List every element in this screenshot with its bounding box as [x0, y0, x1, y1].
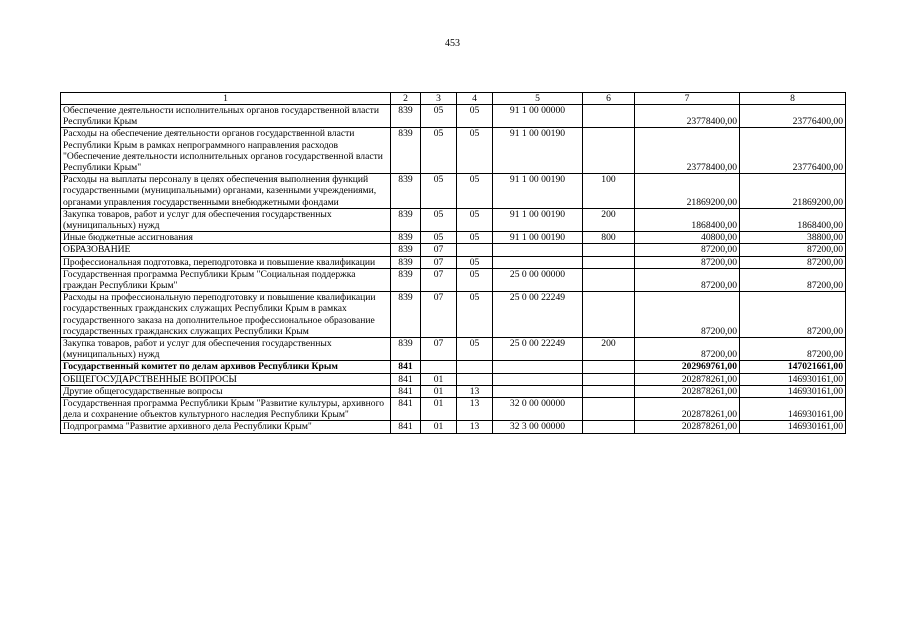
section-code-cell: 01 [421, 373, 457, 385]
table-row [61, 361, 846, 373]
amount-year1-cell: 21869200,00 [635, 174, 740, 209]
table-row [61, 385, 846, 397]
target-article-cell: 25 0 00 22249 [493, 292, 583, 338]
expense-type-cell: 800 [583, 232, 635, 244]
expense-type-cell [583, 244, 635, 256]
amount-year1-cell: 202878261,00 [635, 385, 740, 397]
table-row [61, 268, 846, 291]
header-cell: 4 [457, 93, 493, 105]
table-row [61, 128, 846, 174]
department-code-cell: 841 [391, 373, 421, 385]
department-code-cell: 839 [391, 338, 421, 361]
section-code-cell: 07 [421, 268, 457, 291]
table-row [61, 421, 846, 433]
amount-year1-cell: 23778400,00 [635, 128, 740, 174]
table-body [61, 93, 846, 434]
expense-name-cell: Государственная программа Республики Крым "Социальная поддержка граждан Республики Крым" [61, 268, 391, 291]
subsection-code-cell: 05 [457, 208, 493, 231]
expense-type-cell: 200 [583, 208, 635, 231]
amount-year1-cell: 23778400,00 [635, 105, 740, 128]
subsection-code-cell: 05 [457, 174, 493, 209]
subsection-code-cell: 05 [457, 256, 493, 268]
department-code-cell: 839 [391, 292, 421, 338]
section-code-cell: 07 [421, 256, 457, 268]
amount-year2-cell: 87200,00 [740, 268, 846, 291]
subsection-code-cell: 05 [457, 128, 493, 174]
expense-type-cell [583, 268, 635, 291]
expense-name-cell: Закупка товаров, работ и услуг для обеспечения государственных (муниципальных) нужд [61, 338, 391, 361]
table-row [61, 398, 846, 421]
header-cell: 6 [583, 93, 635, 105]
section-code-cell: 05 [421, 128, 457, 174]
header-cell: 8 [740, 93, 846, 105]
amount-year2-cell: 147021661,00 [740, 361, 846, 373]
department-code-cell: 839 [391, 105, 421, 128]
subsection-code-cell: 05 [457, 268, 493, 291]
header-cell: 1 [61, 93, 391, 105]
header-cell: 2 [391, 93, 421, 105]
department-code-cell: 839 [391, 268, 421, 291]
subsection-code-cell [457, 244, 493, 256]
expense-type-cell: 100 [583, 174, 635, 209]
table-header-row [61, 93, 846, 105]
target-article-cell: 91 1 00 00190 [493, 232, 583, 244]
subsection-code-cell: 13 [457, 398, 493, 421]
table-row [61, 174, 846, 209]
amount-year2-cell: 21869200,00 [740, 174, 846, 209]
amount-year1-cell: 1868400,00 [635, 208, 740, 231]
amount-year2-cell: 87200,00 [740, 292, 846, 338]
amount-year2-cell: 146930161,00 [740, 373, 846, 385]
amount-year2-cell: 1868400,00 [740, 208, 846, 231]
expense-type-cell [583, 292, 635, 338]
target-article-cell [493, 244, 583, 256]
department-code-cell: 839 [391, 256, 421, 268]
department-code-cell: 841 [391, 385, 421, 397]
table-row [61, 256, 846, 268]
section-code-cell: 05 [421, 105, 457, 128]
target-article-cell [493, 385, 583, 397]
header-cell: 7 [635, 93, 740, 105]
amount-year2-cell: 87200,00 [740, 256, 846, 268]
expense-type-cell [583, 105, 635, 128]
expense-type-cell [583, 385, 635, 397]
target-article-cell: 91 1 00 00190 [493, 208, 583, 231]
section-code-cell: 01 [421, 421, 457, 433]
amount-year1-cell: 40800,00 [635, 232, 740, 244]
section-code-cell: 05 [421, 174, 457, 209]
department-code-cell: 839 [391, 232, 421, 244]
table-row [61, 373, 846, 385]
expense-type-cell [583, 421, 635, 433]
header-cell: 5 [493, 93, 583, 105]
amount-year2-cell: 87200,00 [740, 244, 846, 256]
expense-name-cell: Расходы на профессиональную переподготовку и повышение квалификации государственных гражданских служащих Республики Крым в рамках государственного заказа на дополнительное профессиональное образование государственных гражданских служащих Республики Крым [61, 292, 391, 338]
target-article-cell [493, 361, 583, 373]
expense-name-cell: Подпрограмма "Развитие архивного дела Республики Крым" [61, 421, 391, 433]
section-code-cell: 05 [421, 208, 457, 231]
amount-year1-cell: 87200,00 [635, 292, 740, 338]
table-row [61, 208, 846, 231]
subsection-code-cell: 05 [457, 232, 493, 244]
target-article-cell: 91 1 00 00190 [493, 174, 583, 209]
amount-year1-cell: 202878261,00 [635, 421, 740, 433]
subsection-code-cell: 13 [457, 421, 493, 433]
expense-type-cell [583, 373, 635, 385]
expense-name-cell: ОБЩЕГОСУДАРСТВЕННЫЕ ВОПРОСЫ [61, 373, 391, 385]
expense-name-cell: Государственный комитет по делам архивов Республики Крым [61, 361, 391, 373]
section-code-cell [421, 361, 457, 373]
header-cell: 3 [421, 93, 457, 105]
table-row [61, 244, 846, 256]
department-code-cell: 841 [391, 361, 421, 373]
expense-name-cell: Другие общегосударственные вопросы [61, 385, 391, 397]
section-code-cell: 07 [421, 338, 457, 361]
expense-type-cell [583, 128, 635, 174]
section-code-cell: 05 [421, 232, 457, 244]
expense-name-cell: Расходы на обеспечение деятельности органов государственной власти Республики Крым в рамках непрограммного направления расходов "Обеспечение деятельности исполнительных органов государственной власти Республики Крым" [61, 128, 391, 174]
table-row [61, 292, 846, 338]
department-code-cell: 841 [391, 421, 421, 433]
target-article-cell: 32 0 00 00000 [493, 398, 583, 421]
target-article-cell: 32 3 00 00000 [493, 421, 583, 433]
subsection-code-cell: 13 [457, 385, 493, 397]
amount-year2-cell: 23776400,00 [740, 128, 846, 174]
section-code-cell: 07 [421, 292, 457, 338]
target-article-cell: 91 1 00 00000 [493, 105, 583, 128]
target-article-cell: 91 1 00 00190 [493, 128, 583, 174]
amount-year2-cell: 23776400,00 [740, 105, 846, 128]
target-article-cell [493, 256, 583, 268]
target-article-cell: 25 0 00 22249 [493, 338, 583, 361]
department-code-cell: 841 [391, 398, 421, 421]
expense-name-cell: Иные бюджетные ассигнования [61, 232, 391, 244]
subsection-code-cell: 05 [457, 105, 493, 128]
subsection-code-cell [457, 361, 493, 373]
department-code-cell: 839 [391, 128, 421, 174]
expense-type-cell [583, 398, 635, 421]
section-code-cell: 01 [421, 385, 457, 397]
amount-year1-cell: 202878261,00 [635, 398, 740, 421]
expense-name-cell: Обеспечение деятельности исполнительных органов государственной власти Республики Крым [61, 105, 391, 128]
expense-name-cell: ОБРАЗОВАНИЕ [61, 244, 391, 256]
target-article-cell [493, 373, 583, 385]
amount-year2-cell: 146930161,00 [740, 385, 846, 397]
expense-name-cell: Закупка товаров, работ и услуг для обеспечения государственных (муниципальных) нужд [61, 208, 391, 231]
amount-year2-cell: 38800,00 [740, 232, 846, 244]
amount-year1-cell: 202878261,00 [635, 373, 740, 385]
amount-year2-cell: 146930161,00 [740, 398, 846, 421]
amount-year1-cell: 87200,00 [635, 244, 740, 256]
section-code-cell: 07 [421, 244, 457, 256]
department-code-cell: 839 [391, 208, 421, 231]
subsection-code-cell: 05 [457, 338, 493, 361]
department-code-cell: 839 [391, 244, 421, 256]
amount-year1-cell: 87200,00 [635, 268, 740, 291]
expense-name-cell: Профессиональная подготовка, переподготовка и повышение квалификации [61, 256, 391, 268]
table-row [61, 105, 846, 128]
page-number: 453 [445, 38, 460, 49]
department-code-cell: 839 [391, 174, 421, 209]
section-code-cell: 01 [421, 398, 457, 421]
amount-year2-cell: 87200,00 [740, 338, 846, 361]
amount-year1-cell: 87200,00 [635, 256, 740, 268]
table-row [61, 232, 846, 244]
subsection-code-cell [457, 373, 493, 385]
amount-year2-cell: 146930161,00 [740, 421, 846, 433]
expense-type-cell [583, 361, 635, 373]
expense-name-cell: Расходы на выплаты персоналу в целях обеспечения выполнения функций государственными (муниципальными) органами, казенными учреждениями, органами управления государственными внебюджетными фондами [61, 174, 391, 209]
amount-year1-cell: 202969761,00 [635, 361, 740, 373]
amount-year1-cell: 87200,00 [635, 338, 740, 361]
expense-type-cell: 200 [583, 338, 635, 361]
budget-table [60, 92, 846, 434]
expense-type-cell [583, 256, 635, 268]
table-row [61, 338, 846, 361]
expense-name-cell: Государственная программа Республики Крым "Развитие культуры, архивного дела и сохранение объектов культурного наследия Республики Крым" [61, 398, 391, 421]
subsection-code-cell: 05 [457, 292, 493, 338]
target-article-cell: 25 0 00 00000 [493, 268, 583, 291]
